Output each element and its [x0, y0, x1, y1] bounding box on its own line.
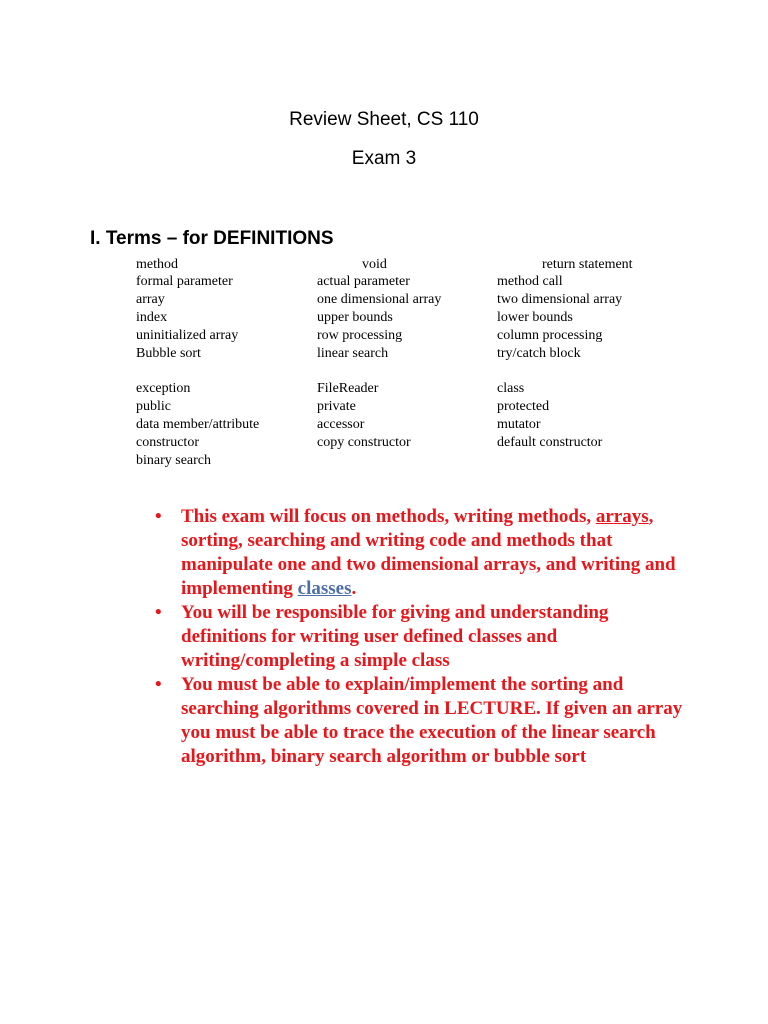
term: exception [136, 381, 191, 396]
term: constructor [136, 435, 199, 450]
term: copy constructor [317, 435, 411, 450]
term: void [362, 257, 387, 272]
term: data member/attribute [136, 417, 260, 432]
term: row processing [317, 328, 403, 343]
term: uninitialized array [136, 328, 239, 343]
document-title: Review Sheet, CS 110 [289, 109, 479, 130]
classes-link[interactable]: classes [297, 578, 352, 599]
term: linear search [317, 346, 389, 361]
term: default constructor [497, 435, 603, 450]
arrays-link[interactable]: arrays [595, 506, 649, 527]
term: accessor [317, 417, 365, 432]
term: lower bounds [497, 310, 573, 325]
term: one dimensional array [317, 292, 442, 307]
bullet-item [155, 505, 685, 601]
term: FileReader [317, 381, 379, 396]
bullet-text: You will be responsible for giving and understanding definitions for writing user defined classes and writing/completing a simple class [181, 602, 609, 671]
term: formal parameter [136, 274, 233, 289]
bullet-item [155, 601, 685, 673]
term: method [136, 257, 178, 272]
term: Bubble sort [136, 346, 201, 361]
bullet-text: This exam will focus on methods, writing methods, [181, 506, 596, 527]
document-subtitle: Exam 3 [351, 148, 417, 169]
term: array [136, 292, 165, 307]
term: return statement [542, 257, 633, 272]
term: protected [497, 399, 550, 414]
term: upper bounds [317, 310, 393, 325]
bullet-text: , sorting, searching and writing code and methods that manipulate one and two dimensional arrays, and writing and implementing [181, 506, 676, 599]
term: private [317, 399, 356, 414]
term: mutator [497, 417, 541, 432]
section-heading: I. Terms – for DEFINITIONS [90, 228, 334, 249]
term: method call [497, 274, 563, 289]
bullet-text: You must be able to explain/implement the sorting and searching algorithms covered in LECTURE. If given an array you must be able to trace the execution of the linear search algorithm, binary search algorithm or bubble sort [181, 674, 683, 767]
term: actual parameter [317, 274, 410, 289]
term: index [136, 310, 168, 325]
term: two dimensional array [497, 292, 623, 307]
term: binary search [136, 453, 212, 468]
term: try/catch block [497, 346, 581, 361]
term: public [136, 399, 171, 414]
term: class [497, 381, 525, 396]
exam-notes-list [155, 505, 685, 769]
bullet-item [155, 673, 685, 769]
bullet-text: . [351, 578, 357, 599]
term: column processing [497, 328, 603, 343]
